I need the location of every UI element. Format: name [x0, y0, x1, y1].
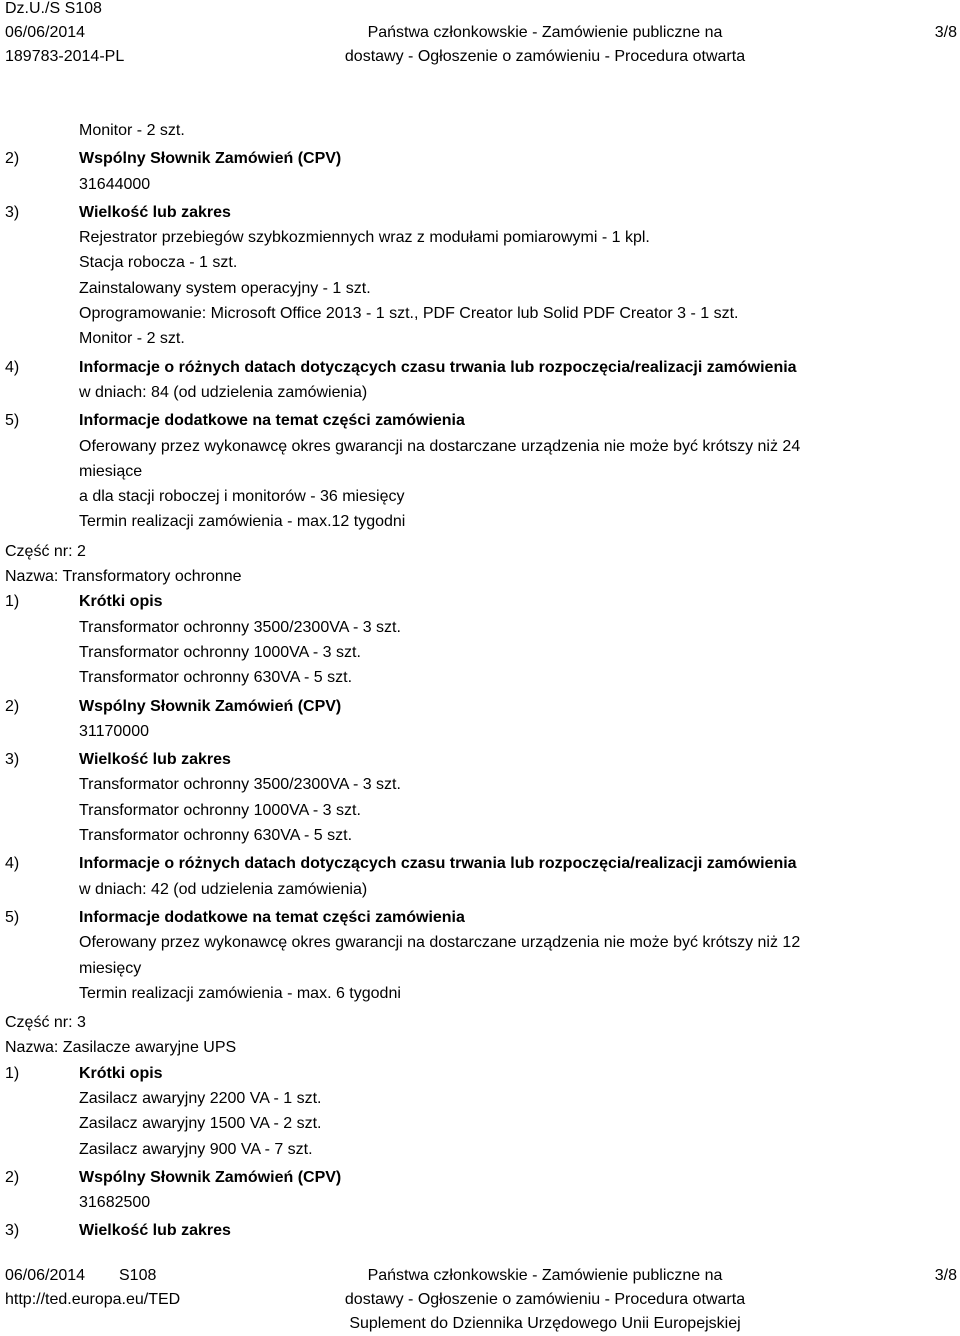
section-title-scope: Wielkość lub zakres — [79, 751, 231, 769]
text-line: w dniach: 84 (od udzielenia zamówienia) — [79, 383, 368, 401]
section-number: 3) — [5, 751, 20, 769]
section-number: 4) — [5, 855, 20, 873]
text-line: Termin realizacji zamówienia - max.12 tygodni — [79, 513, 406, 531]
footer-title-line1: Państwa członkowskie - Zamówienie publiczne na — [367, 1267, 723, 1284]
text-line: Transformator ochronny 630VA - 5 szt. — [79, 827, 353, 845]
footer-title-line3: Suplement do Dziennika Urzędowego Unii Europejskiej — [349, 1315, 741, 1332]
section-number: 5) — [5, 412, 20, 430]
section-title-cpv: Wspólny Słownik Zamówień (CPV) — [79, 150, 342, 168]
text-line: a dla stacji roboczej i monitorów - 36 miesięcy — [79, 488, 405, 506]
text-line: Termin realizacji zamówienia - max. 6 tygodni — [79, 984, 401, 1002]
text-line: Stacja robocza - 1 szt. — [79, 254, 238, 272]
section-title-desc: Krótki opis — [79, 593, 163, 611]
section-number: 2) — [5, 1168, 20, 1186]
section-title-cpv: Wspólny Słownik Zamówień (CPV) — [79, 697, 342, 715]
footer-page-number: 3/8 — [934, 1267, 957, 1284]
text-line: Oprogramowanie: Microsoft Office 2013 - 1 szt., PDF Creator lub Solid PDF Creator 3 - 1 szt. — [79, 305, 739, 323]
section-number: 3) — [5, 1222, 20, 1240]
text-line: Rejestrator przebiegów szybkozmiennych wraz z modułami pomiarowymi - 1 kpl. — [79, 229, 650, 247]
header-ref: 189783-2014-PL — [5, 48, 125, 65]
header-page-number: 3/8 — [934, 24, 957, 41]
section-number: 3) — [5, 203, 20, 221]
section-title-desc: Krótki opis — [79, 1064, 163, 1082]
text-line: Monitor - 2 szt. — [79, 330, 185, 348]
text-line: Transformator ochronny 630VA - 5 szt. — [79, 669, 353, 687]
section-title-extra: Informacje dodatkowe na temat części zamówienia — [79, 908, 465, 926]
text-line: Monitor - 2 szt. — [79, 122, 185, 139]
cpv-code: 31644000 — [79, 175, 151, 193]
footer-series: S108 — [119, 1267, 157, 1284]
text-line: Transformator ochronny 1000VA - 3 szt. — [79, 643, 361, 661]
text-line: Oferowany przez wykonawcę okres gwarancji na dostarczane urządzenia nie może być krótszy niż 24 — [79, 437, 801, 455]
header-title-line1: Państwa członkowskie - Zamówienie publiczne na — [367, 24, 723, 41]
text-line: Zainstalowany system operacyjny - 1 szt. — [79, 279, 371, 297]
section-title-scope: Wielkość lub zakres — [79, 1222, 231, 1240]
text-line: w dniach: 42 (od udzielenia zamówienia) — [79, 880, 368, 898]
section-number: 5) — [5, 908, 20, 926]
header-left — [5, 0, 124, 69]
footer-left — [5, 1264, 180, 1312]
text-line: Transformator ochronny 1000VA - 3 szt. — [79, 801, 361, 819]
section-title-dates: Informacje o różnych datach dotyczących czasu trwania lub rozpoczęcia/realizacji zamówienia — [79, 358, 797, 376]
section-title-cpv: Wspólny Słownik Zamówień (CPV) — [79, 1168, 342, 1186]
footer-url[interactable]: http://ted.europa.eu/TED — [5, 1291, 181, 1308]
cpv-code: 31170000 — [79, 722, 149, 740]
text-line: Transformator ochronny 3500/2300VA - 3 szt. — [79, 618, 401, 636]
header-source: Dz.U./S S108 — [5, 0, 102, 17]
section-number: 2) — [5, 150, 20, 168]
section-title-extra: Informacje dodatkowe na temat części zamówienia — [79, 412, 465, 430]
section-number: 1) — [5, 593, 20, 611]
page-footer — [0, 1264, 960, 1334]
text-line: Zasilacz awaryjny 900 VA - 7 szt. — [79, 1140, 313, 1158]
text-line: Transformator ochronny 3500/2300VA - 3 szt. — [79, 776, 401, 794]
header-title — [330, 21, 760, 69]
section-title-dates: Informacje o różnych datach dotyczących czasu trwania lub rozpoczęcia/realizacji zamówienia — [79, 855, 797, 873]
footer-title — [330, 1264, 760, 1336]
part-name: Nazwa: Zasilacze awaryjne UPS — [5, 1039, 237, 1057]
section-number: 2) — [5, 697, 20, 715]
part-number: Część nr: 2 — [5, 542, 86, 560]
footer-title-line2: dostawy - Ogłoszenie o zamówieniu - Procedura otwarta — [344, 1291, 746, 1308]
page-header — [0, 0, 960, 72]
section-number: 1) — [5, 1064, 20, 1082]
text-line: Zasilacz awaryjny 1500 VA - 2 szt. — [79, 1115, 322, 1133]
part-name: Nazwa: Transformatory ochronne — [5, 568, 242, 586]
header-date: 06/06/2014 — [5, 24, 86, 41]
header-title-line2: dostawy - Ogłoszenie o zamówieniu - Procedura otwarta — [344, 48, 746, 65]
section-number: 4) — [5, 358, 20, 376]
section-title-scope: Wielkość lub zakres — [79, 203, 231, 221]
text-line: miesięcy — [79, 959, 142, 977]
text-line: miesiące — [79, 462, 143, 480]
part-number: Część nr: 3 — [5, 1014, 86, 1032]
cpv-code: 31682500 — [79, 1194, 151, 1212]
text-line: Oferowany przez wykonawcę okres gwarancji na dostarczane urządzenia nie może być krótszy niż 12 — [79, 934, 801, 952]
text-line: Zasilacz awaryjny 2200 VA - 1 szt. — [79, 1089, 322, 1107]
document-body — [0, 118, 960, 1244]
footer-date: 06/06/2014 — [5, 1267, 86, 1284]
